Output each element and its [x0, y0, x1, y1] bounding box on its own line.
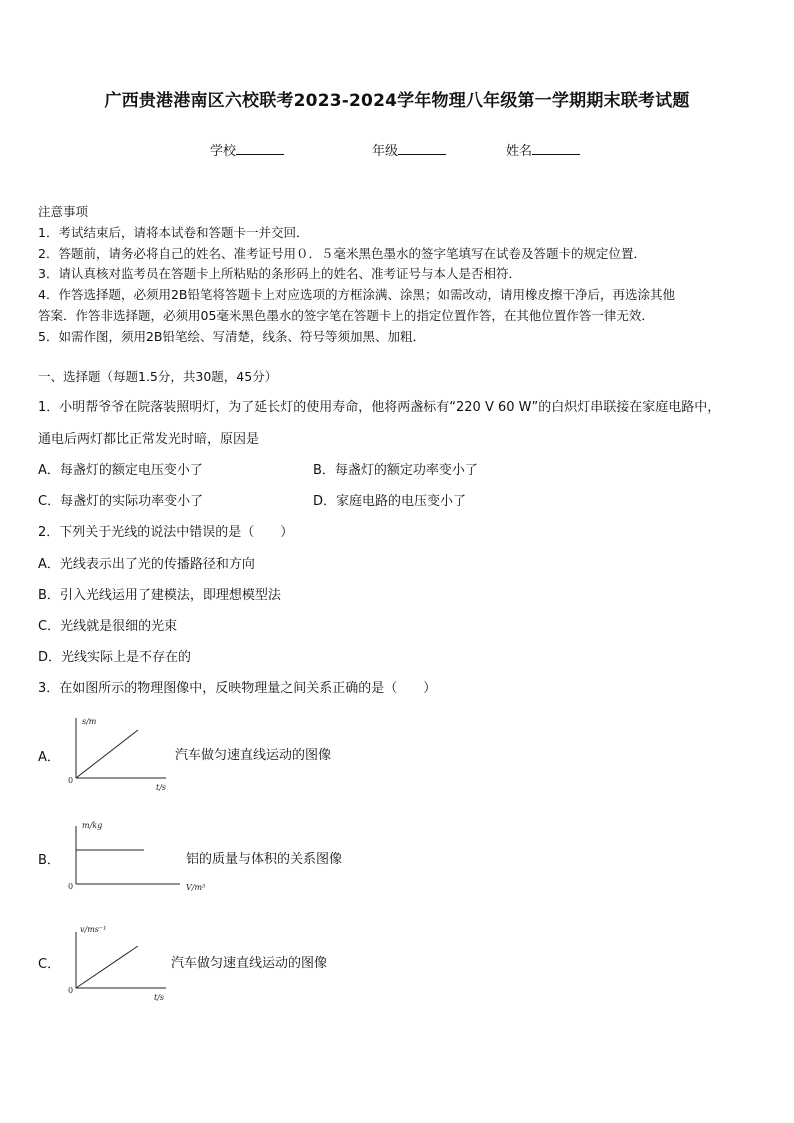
q1-option-b[interactable]: B．每盏灯的额定功率变小了 — [313, 463, 478, 478]
q2-option-c[interactable]: C．光线就是很细的光束 — [38, 619, 178, 634]
q3-option-c-caption: 汽车做匀速直线运动的图像 — [171, 956, 328, 971]
graph-line — [76, 946, 138, 988]
q3-option-b[interactable] — [38, 818, 738, 908]
x-axis-label: t/s — [154, 993, 165, 1002]
q2-option-d[interactable]: D．光线实际上是不存在的 — [38, 650, 192, 665]
grade-label: 年级 — [372, 144, 399, 159]
origin-label: 0 — [68, 986, 74, 995]
q3-option-c-letter: C． — [38, 957, 61, 972]
q1-option-a[interactable]: A．每盏灯的额定电压变小了 — [38, 463, 203, 478]
notice-heading: 注意事项 — [38, 204, 89, 219]
exam-title: 广西贵港港南区六校联考2023-2024学年物理八年级第一学期期末联考试题 — [104, 91, 690, 111]
notice-item: 2．答题前，请务必将自己的姓名、准考证号用０．５毫米黑色墨水的签字笔填写在试卷及答题卡的规定位置． — [38, 245, 646, 261]
q1-option-d[interactable]: D．家庭电路的电压变小了 — [313, 494, 467, 509]
q1-option-c[interactable]: C．每盏灯的实际功率变小了 — [38, 494, 204, 509]
school-label: 学校 — [210, 144, 237, 159]
notice-block — [38, 202, 768, 348]
y-axis-label: m/kg — [82, 821, 103, 830]
notice-item: 1．考试结束后，请将本试卷和答题卡一并交回． — [38, 224, 309, 240]
q3-stem: 3．在如图所示的物理图像中，反映物理量之间关系正确的是（ ） — [38, 681, 437, 696]
origin-label: 0 — [68, 882, 74, 891]
notice-item: 3．请认真核对监考员在答题卡上所粘贴的条形码上的姓名、准考证号与本人是否相符． — [38, 266, 521, 282]
y-axis-label: v/ms⁻¹ — [80, 925, 107, 934]
q1-stem-line1: 1．小明帮爷爷在院落装照明灯，为了延长灯的使用寿命，他将两盏标有“220 V 60 W”的白炽灯串联接在家庭电路中， — [38, 400, 721, 415]
name-blank[interactable] — [532, 141, 580, 155]
grade-blank[interactable] — [398, 141, 446, 155]
q3-option-a-letter: A． — [38, 750, 60, 765]
q3-option-b-caption: 铝的质量与体积的关系图像 — [186, 852, 343, 867]
q3-option-a-caption: 汽车做匀速直线运动的图像 — [175, 748, 332, 763]
name-label: 姓名 — [506, 144, 533, 159]
student-info-row — [0, 140, 794, 160]
section-heading: 一、选择题（每题1.5分，共30题，45分） — [38, 369, 278, 384]
x-axis-label: t/s — [156, 783, 167, 792]
origin-label: 0 — [68, 776, 74, 785]
notice-item: 4．作答选择题，必须用2B铅笔将答题卡上对应选项的方框涂满、涂黑；如需改动，请用橡皮擦干净后，再选涂其他 — [38, 287, 675, 303]
q2-stem: 2．下列关于光线的说法中错误的是（ ） — [38, 525, 294, 540]
school-field[interactable] — [210, 140, 284, 159]
x-axis-label: V/m³ — [186, 883, 206, 892]
graph-line — [76, 730, 138, 778]
notice-item: 答案．作答非选择题，必须用05毫米黑色墨水的签字笔在答题卡上的指定位置作答，在其他位置作答一律无效． — [38, 307, 654, 323]
q3-option-c[interactable] — [38, 922, 738, 1012]
grade-field[interactable] — [372, 140, 446, 159]
name-field[interactable] — [506, 140, 580, 159]
q1-stem-line2: 通电后两灯都比正常发光时暗，原因是 — [38, 432, 260, 447]
q3-option-b-letter: B． — [38, 853, 60, 868]
q3-option-a[interactable] — [38, 712, 738, 802]
school-blank[interactable] — [236, 141, 284, 155]
q2-option-b[interactable]: B．引入光线运用了建模法，即理想模型法 — [38, 588, 281, 603]
y-axis-label: s/m — [82, 717, 97, 726]
notice-item: 5．如需作图，须用2B铅笔绘、写清楚，线条、符号等须加黑、加粗． — [38, 328, 425, 344]
q2-option-a[interactable]: A．光线表示出了光的传播路径和方向 — [38, 557, 255, 572]
